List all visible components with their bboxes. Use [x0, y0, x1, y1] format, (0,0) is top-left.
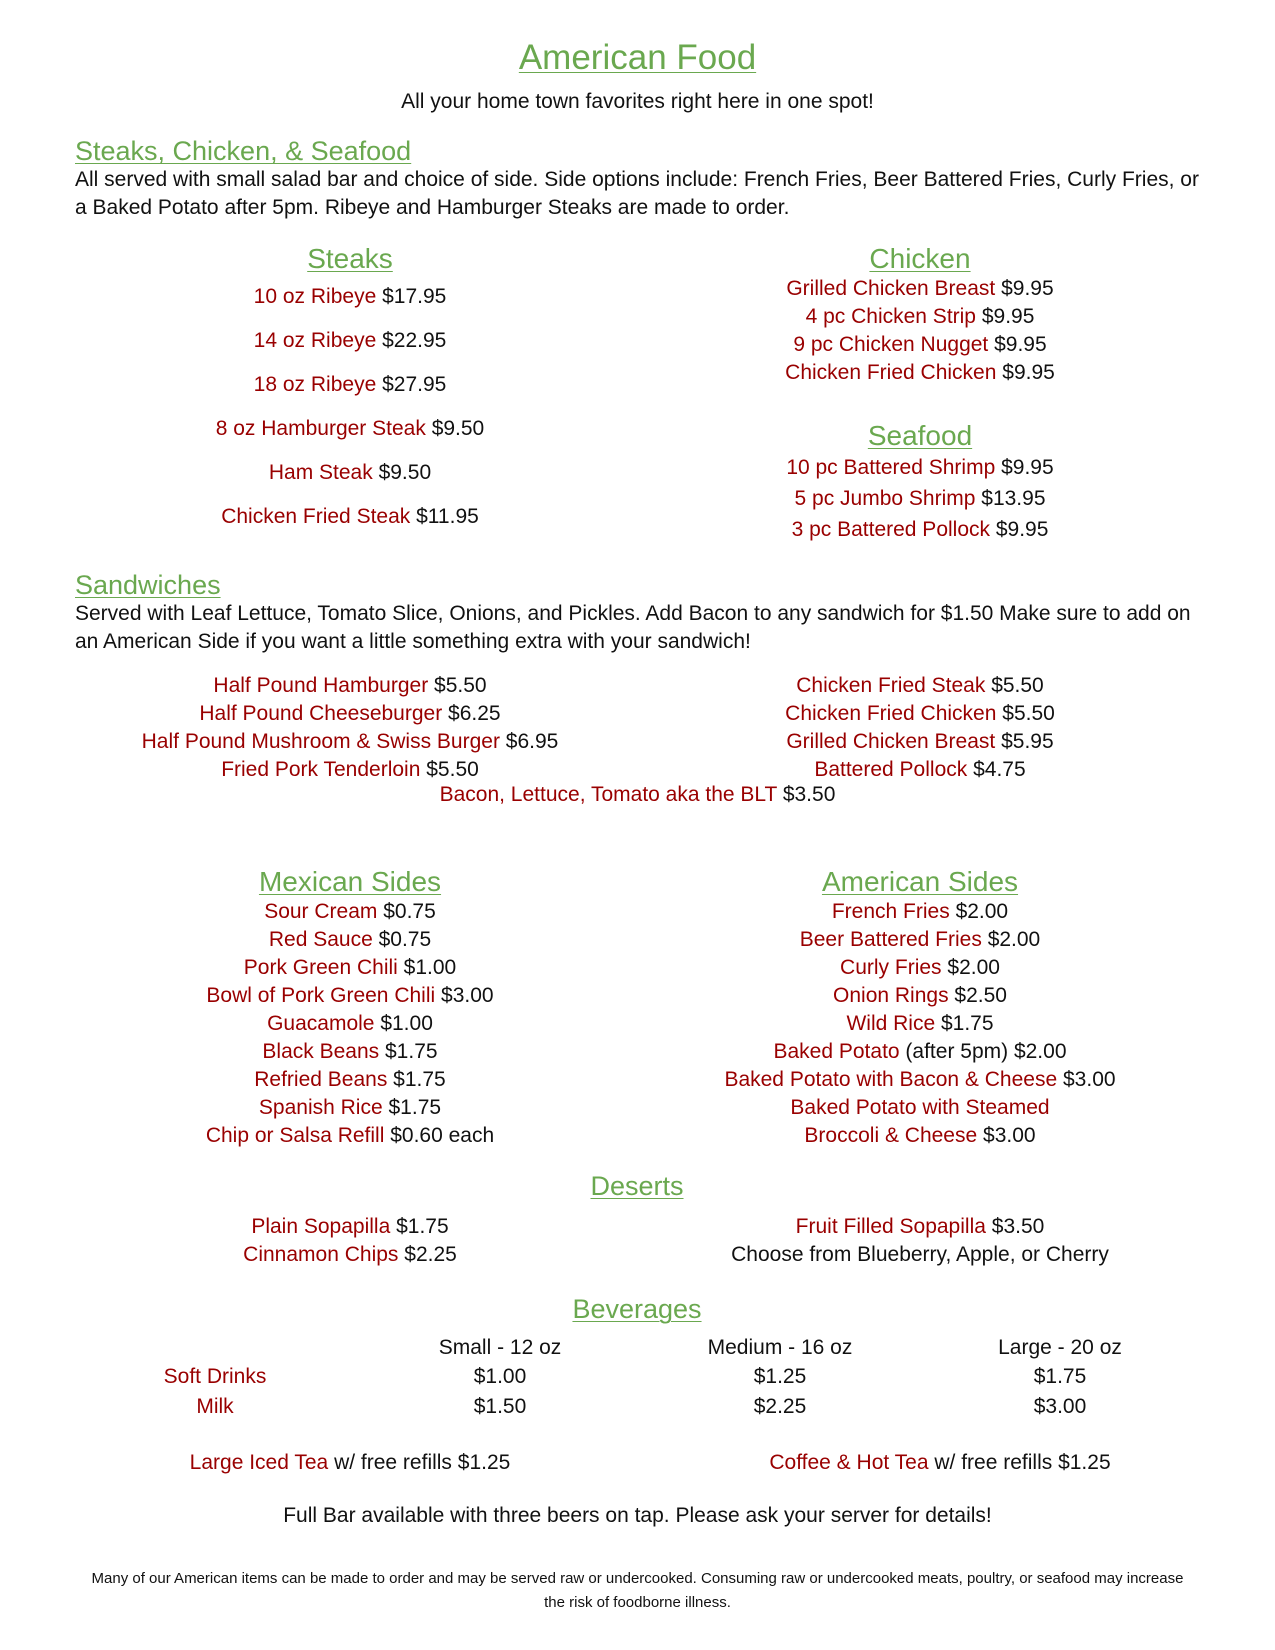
item-price: $3.00: [983, 1124, 1036, 1147]
item-name: 10 pc Battered Shrimp: [786, 456, 996, 479]
item-price: (after 5pm) $2.00: [905, 1040, 1067, 1063]
item-name: Ham Steak: [268, 461, 373, 484]
menu-item: [150, 926, 550, 954]
item-name: Half Pound Mushroom & Swiss Burger: [141, 730, 500, 753]
menu-item: [700, 303, 1140, 331]
item-name: 14 oz Ribeye: [253, 329, 377, 352]
item-name: Cinnamon Chips: [243, 1243, 399, 1266]
food-safety-disclaimer: Many of our American items can be made to order and may be served raw or undercooked. Consuming raw or undercooked meats, poultry, or seafood may increase the risk of foodborne illness.: [91, 1570, 1184, 1611]
size-small: Small - 12 oz: [438, 1336, 562, 1359]
item-name: Half Pound Hamburger: [213, 674, 429, 697]
menu-item: [700, 275, 1140, 303]
item-name: Spanish Rice: [258, 1096, 383, 1119]
item-price: w/ free refills $1.25: [934, 1451, 1111, 1474]
item-price: $9.95: [995, 518, 1049, 541]
beverage-price: $1.75: [1033, 1365, 1087, 1388]
menu-item: [660, 1066, 1180, 1094]
item-price: w/ free refills $1.25: [334, 1451, 511, 1474]
beverage-price: $2.25: [753, 1395, 807, 1418]
item-price: $1.75: [385, 1040, 438, 1063]
menu-item: [660, 898, 1180, 926]
item-price: $4.75: [973, 758, 1026, 781]
deserts-right-column: [660, 1213, 1180, 1269]
item-price: $1.75: [940, 1012, 994, 1035]
item-name: 3 pc Battered Pollock: [791, 518, 991, 541]
section-heading-steaks-chicken-seafood: Steaks, Chicken, & Seafood: [75, 136, 412, 166]
item-name: Bowl of Pork Green Chili: [206, 984, 436, 1007]
item-price: $2.25: [404, 1243, 457, 1266]
item-name: Chicken Fried Chicken: [785, 702, 997, 725]
menu-item: [660, 1010, 1180, 1038]
item-name: Black Beans: [262, 1040, 380, 1063]
menu-item: [660, 1038, 1180, 1066]
item-name: Bacon, Lettuce, Tomato aka the BLT: [439, 783, 777, 806]
item-name: 18 oz Ribeye: [253, 373, 377, 396]
beverage-row: [0, 1395, 1275, 1423]
item-price: $9.50: [431, 417, 485, 440]
beverage-name: Milk: [196, 1395, 234, 1418]
section-description-steaks: All served with small salad bar and choice of side. Side options include: French Fries, Beer Battered Fries, Curly Fries, or a Baked Potato after 5pm. Ribeye and Hamburger Steaks are made to order.: [75, 168, 1199, 219]
american-sides-column: [660, 866, 1180, 1150]
item-name: Fruit Filled Sopapilla: [795, 1215, 986, 1238]
desert-note: Choose from Blueberry, Apple, or Cherry: [731, 1243, 1109, 1266]
menu-item: [150, 1038, 550, 1066]
beverages-heading-wrap: [437, 1293, 837, 1325]
item-name: Chip or Salsa Refill: [205, 1124, 385, 1147]
item-price: $9.95: [1001, 277, 1054, 300]
menu-item: [150, 1213, 550, 1241]
sandwiches-right-column: [700, 672, 1140, 784]
item-price: $22.95: [382, 329, 447, 352]
menu-item: [150, 954, 550, 982]
menu-item: [660, 982, 1180, 1010]
item-price: $3.00: [1063, 1068, 1116, 1091]
item-price: $11.95: [416, 505, 479, 528]
seafood-column: [700, 420, 1140, 545]
menu-item: [660, 1213, 1180, 1241]
steaks-heading: Steaks: [307, 243, 393, 274]
beverage-price: $1.25: [753, 1365, 807, 1388]
item-price: $9.50: [378, 461, 432, 484]
menu-item: [150, 1241, 550, 1269]
american-sides-heading: American Sides: [821, 866, 1019, 897]
menu-item: [150, 898, 550, 926]
item-name: Plain Sopapilla: [251, 1215, 391, 1238]
item-name: Coffee & Hot Tea: [769, 1451, 929, 1474]
menu-item: [150, 451, 550, 495]
item-price: $3.00: [441, 984, 494, 1007]
item-name: Large Iced Tea: [189, 1451, 329, 1474]
item-name: Baked Potato with Steamed: [790, 1096, 1050, 1119]
menu-item: [700, 331, 1140, 359]
item-price: $0.75: [383, 900, 436, 923]
item-name: Baked Potato: [773, 1040, 900, 1063]
item-price: $5.50: [426, 758, 479, 781]
item-name: French Fries: [831, 900, 950, 923]
sandwiches-left-column: [100, 672, 600, 784]
menu-item: [700, 359, 1140, 387]
full-bar-note: Full Bar available with three beers on tap. Please ask your server for details!: [283, 1504, 992, 1527]
menu-item: [150, 1066, 550, 1094]
chicken-heading: Chicken: [869, 243, 971, 274]
item-price: $17.95: [382, 285, 447, 308]
item-price: $9.95: [1001, 456, 1054, 479]
item-price: $0.75: [378, 928, 432, 951]
size-medium: Medium - 16 oz: [707, 1336, 853, 1359]
size-large: Large - 20 oz: [998, 1336, 1122, 1359]
menu-item-blt: [0, 783, 1275, 807]
item-price: $13.95: [981, 487, 1046, 510]
item-name: Battered Pollock: [814, 758, 968, 781]
menu-item: [150, 407, 550, 451]
menu-item: [150, 982, 550, 1010]
item-price: $3.50: [782, 783, 836, 806]
beverage-extras: [0, 1451, 1275, 1479]
item-name: 4 pc Chicken Strip: [805, 305, 976, 328]
item-price: $2.00: [987, 928, 1041, 951]
item-name: Broccoli & Cheese: [804, 1124, 978, 1147]
menu-item: [100, 672, 600, 700]
menu-item: [150, 1122, 550, 1150]
beverage-price: $1.00: [473, 1365, 527, 1388]
item-price: $1.00: [403, 956, 457, 979]
item-price: $5.50: [991, 674, 1044, 697]
menu-item: [150, 495, 550, 539]
menu-item: [700, 728, 1140, 756]
coffee-item: [680, 1451, 1200, 1475]
menu-item: [100, 756, 600, 784]
item-name: Chicken Fried Steak: [796, 674, 986, 697]
menu-item: [700, 700, 1140, 728]
deserts-heading-wrap: [437, 1170, 837, 1202]
item-name: 8 oz Hamburger Steak: [215, 417, 426, 440]
item-name: 5 pc Jumbo Shrimp: [794, 487, 976, 510]
item-name: Chicken Fried Steak: [221, 505, 411, 528]
item-name: Grilled Chicken Breast: [786, 730, 996, 753]
menu-item: [150, 1010, 550, 1038]
item-name: Fried Pork Tenderloin: [221, 758, 421, 781]
menu-item: [660, 926, 1180, 954]
item-price: $6.95: [505, 730, 559, 753]
item-price: $2.50: [954, 984, 1007, 1007]
mexican-sides-heading: Mexican Sides: [258, 866, 442, 897]
item-price: $5.95: [1001, 730, 1054, 753]
item-name: Curly Fries: [840, 956, 942, 979]
menu-item: [660, 1122, 1180, 1150]
item-name: Red Sauce: [268, 928, 373, 951]
beverages-heading: Beverages: [572, 1294, 702, 1324]
menu-item: [660, 1094, 1180, 1122]
beverage-price: $1.50: [473, 1395, 527, 1418]
item-name: Sour Cream: [264, 900, 378, 923]
item-price: $9.95: [1002, 361, 1055, 384]
iced-tea-item: [100, 1451, 600, 1475]
menu-item: [150, 363, 550, 407]
mexican-sides-column: [150, 866, 550, 1150]
item-price: $3.50: [991, 1215, 1045, 1238]
menu-item: [150, 1094, 550, 1122]
item-price: $9.95: [981, 305, 1035, 328]
item-name: Baked Potato with Bacon & Cheese: [724, 1068, 1058, 1091]
menu-item: [100, 728, 600, 756]
menu-item: [100, 700, 600, 728]
item-price: $5.50: [1002, 702, 1055, 725]
deserts-left-column: [150, 1213, 550, 1269]
item-price: $2.00: [947, 956, 1000, 979]
item-name: Refried Beans: [254, 1068, 388, 1091]
menu-item: [150, 319, 550, 363]
item-price: $5.50: [434, 674, 487, 697]
section-description-sandwiches: Served with Leaf Lettuce, Tomato Slice, Onions, and Pickles. Add Bacon to any sandwich for $1.50 Make sure to add on an American Side if you want a little something extra with your sandwich!: [75, 602, 1191, 653]
item-name: Chicken Fried Chicken: [785, 361, 997, 384]
beverage-size-header: [0, 1336, 1275, 1364]
item-name: Onion Rings: [833, 984, 949, 1007]
item-price: $9.95: [994, 333, 1047, 356]
menu-item: [700, 483, 1140, 514]
item-price: $1.75: [396, 1215, 449, 1238]
menu-item: [700, 672, 1140, 700]
item-price: $27.95: [382, 373, 447, 396]
item-price: $1.00: [380, 1012, 433, 1035]
item-price: $6.25: [448, 702, 501, 725]
page-subtitle: All your home town favorites right here in one spot!: [401, 90, 874, 113]
item-price: $0.60 each: [390, 1124, 495, 1147]
item-name: 9 pc Chicken Nugget: [793, 333, 989, 356]
seafood-heading: Seafood: [867, 420, 973, 451]
menu-item: [700, 514, 1140, 545]
deserts-heading: Deserts: [590, 1171, 684, 1201]
menu-item: [150, 275, 550, 319]
item-price: $2.00: [955, 900, 1009, 923]
menu-item: [660, 954, 1180, 982]
item-name: Guacamole: [267, 1012, 375, 1035]
beverage-name: Soft Drinks: [163, 1365, 267, 1388]
section-heading-sandwiches: Sandwiches: [75, 570, 221, 600]
page-title: American Food: [518, 38, 757, 77]
item-price: $1.75: [388, 1096, 442, 1119]
item-name: 10 oz Ribeye: [253, 285, 377, 308]
item-price: $1.75: [393, 1068, 446, 1091]
item-name: Beer Battered Fries: [799, 928, 982, 951]
chicken-column: [700, 243, 1140, 387]
menu-item: [700, 452, 1140, 483]
menu-item: [700, 756, 1140, 784]
item-name: Grilled Chicken Breast: [786, 277, 996, 300]
item-name: Wild Rice: [846, 1012, 936, 1035]
beverage-row: [0, 1365, 1275, 1393]
beverage-price: $3.00: [1033, 1395, 1087, 1418]
item-name: Half Pound Cheeseburger: [199, 702, 443, 725]
item-name: Pork Green Chili: [243, 956, 398, 979]
steaks-column: [150, 243, 550, 539]
